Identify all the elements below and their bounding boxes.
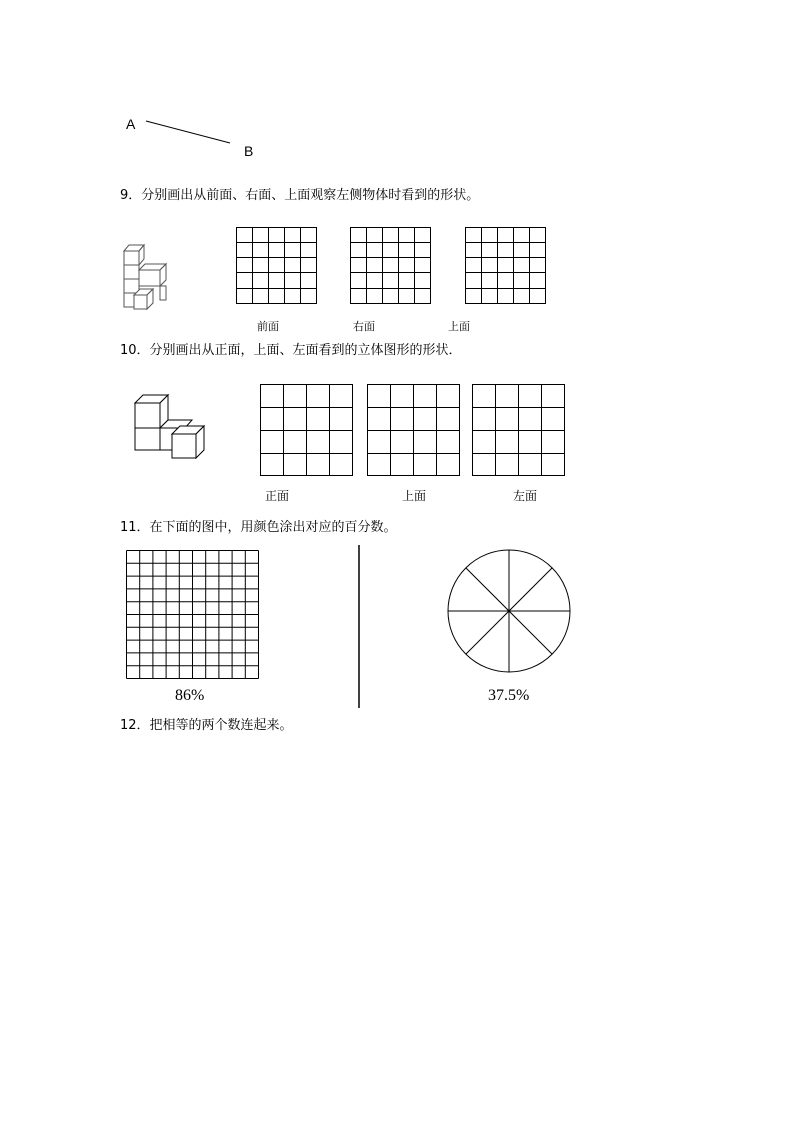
divider-line [357, 545, 361, 709]
square-percent-label: 86% [175, 687, 205, 704]
q9-cube-stack [120, 240, 176, 318]
eight-sector-circle [446, 548, 572, 674]
segment-line [120, 110, 260, 165]
question-9-text: 9．分别画出从前面、右面、上面观察左侧物体时看到的形状。 [120, 188, 480, 203]
q10-grid-left [472, 384, 566, 477]
q10-label-front: 正面 [265, 489, 290, 503]
q10-grid-front [260, 384, 354, 477]
q9-label-top: 上面 [448, 320, 470, 333]
q10-grid-top [367, 384, 461, 477]
q10-cube-figure [130, 390, 220, 462]
question-11-text: 11．在下面的图中，用颜色涂出对应的百分数。 [120, 520, 397, 535]
question-10-text: 10．分别画出从正面，上面、左面看到的立体图形的形状． [120, 343, 462, 358]
question-12-text: 12．把相等的两个数连起来。 [120, 718, 293, 733]
q9-grid-top [465, 227, 547, 305]
q10-label-top: 上面 [402, 489, 427, 503]
q9-label-right: 右面 [353, 320, 375, 333]
q10-label-left: 左面 [513, 489, 538, 503]
point-b-label: B [244, 143, 254, 159]
q9-grid-front [236, 227, 318, 305]
q9-label-front: 前面 [257, 320, 279, 333]
hundred-square-grid [126, 550, 260, 680]
segment-ab [120, 110, 260, 165]
q9-grid-right [350, 227, 432, 305]
point-a-label: A [126, 116, 136, 132]
circle-percent-label: 37.5% [488, 687, 530, 704]
